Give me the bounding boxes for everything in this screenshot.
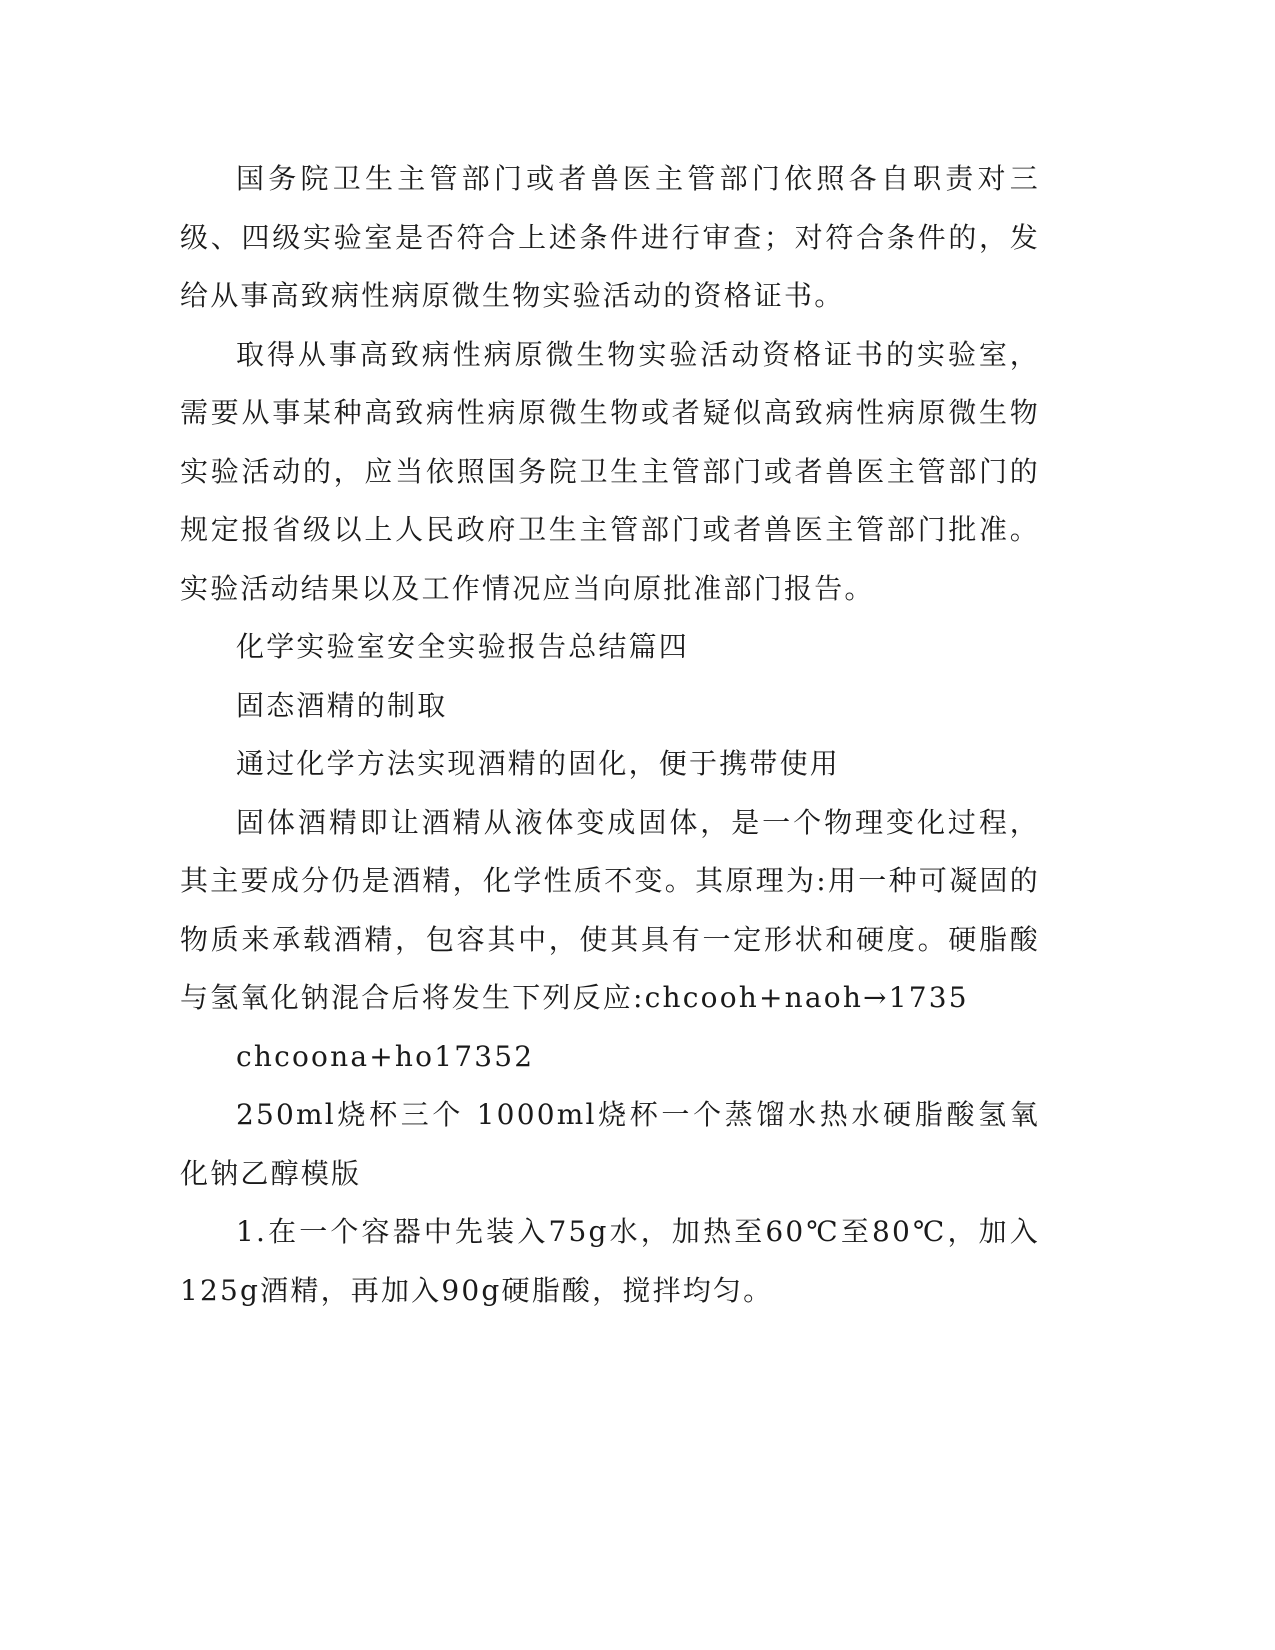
document-body [180,150,1040,1320]
section-heading: 化学实验室安全实验报告总结篇四 [236,630,690,663]
experiment-purpose: 通过化学方法实现酒精的固化，便于携带使用 [236,747,841,780]
experiment-title: 固态酒精的制取 [236,688,448,722]
paragraph-review-conditions: 国务院卫生主管部门或者兽医主管部门依照各自职责对三级、四级实验室是否符合上述条件进行审查；对符合条件的，发给从事高致病性病原微生物实验活动的资格证书。 [180,162,1040,312]
paragraph-approval-process: 取得从事高致病性病原微生物实验活动资格证书的实验室，需要从事某种高致病性病原微生物或者疑似高致病性病原微生物实验活动的，应当依照国务院卫生主管部门或者兽医主管部门的规定报省级以上人民政府卫生主管部门或者兽医主管部门批准。实验活动结果以及工作情况应当向原批准部门报告。 [180,337,1040,605]
experiment-principle: 固体酒精即让酒精从液体变成固体，是一个物理变化过程，其主要成分仍是酒精，化学性质不变。其原理为:用一种可凝固的物质来承载酒精，包容其中，使其具有一定形状和硬度。硬脂酸与氢氧化钠混合后将发生下列反应:chcooh+naoh→1735 [180,805,1040,1014]
reaction-product: chcoona+ho17352 [236,1039,535,1073]
materials-list: 250ml烧杯三个 1000ml烧杯一个蒸馏水热水硬脂酸氢氧化钠乙醇模版 [180,1098,1040,1190]
procedure-step-1: 1.在一个容器中先装入75g水，加热至60℃至80℃，加入125g酒精，再加入90g硬脂酸，搅拌均匀。 [180,1215,1040,1307]
